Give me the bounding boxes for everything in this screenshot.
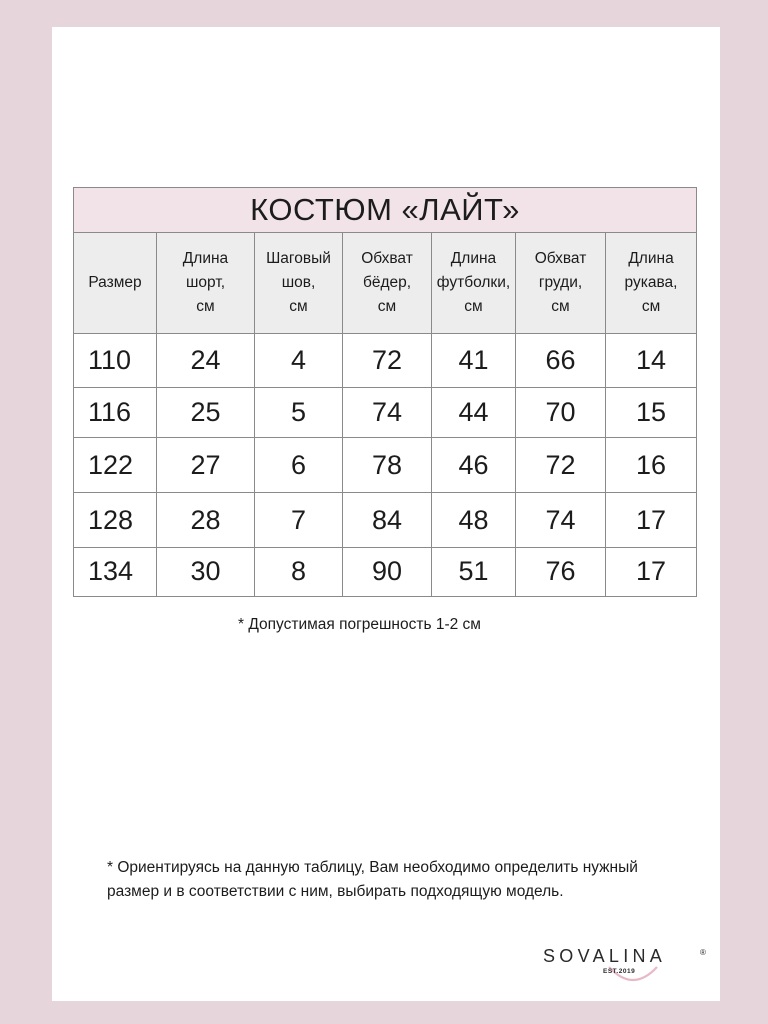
table-title-row (74, 188, 697, 233)
table-cell: 90 (343, 547, 432, 596)
table-cell: 74 (516, 493, 606, 547)
table-header-row (74, 233, 697, 333)
table-cell: 28 (157, 493, 255, 547)
table-cell: 17 (606, 493, 697, 547)
table-row (74, 493, 697, 547)
logo-arc-icon (607, 963, 659, 987)
table-cell: 5 (255, 387, 343, 437)
size-cell: 116 (74, 387, 157, 437)
table-cell: 76 (516, 547, 606, 596)
table-cell: 48 (432, 493, 516, 547)
table-cell: 66 (516, 333, 606, 387)
size-cell: 110 (74, 333, 157, 387)
table-cell: 51 (432, 547, 516, 596)
table-cell: 8 (255, 547, 343, 596)
header-inseam: Шаговый шов, см (255, 233, 343, 333)
table-cell: 7 (255, 493, 343, 547)
table-cell: 70 (516, 387, 606, 437)
table-cell: 41 (432, 333, 516, 387)
table-cell: 17 (606, 547, 697, 596)
header-chest-girth: Обхват груди, см (516, 233, 606, 333)
table-cell: 25 (157, 387, 255, 437)
table-cell: 6 (255, 438, 343, 493)
logo-wordmark: SOVALINA (543, 946, 667, 966)
table-row (74, 547, 697, 596)
header-size: Размер (74, 233, 157, 333)
table-cell: 74 (343, 387, 432, 437)
header-sleeve-length: Длина рукава, см (606, 233, 697, 333)
table-cell: 84 (343, 493, 432, 547)
tolerance-note: * Допустимая погрешность 1-2 см (238, 616, 481, 633)
size-chart-table (73, 187, 697, 597)
table-title: КОСТЮМ «ЛАЙТ» (74, 188, 697, 233)
table-row (74, 438, 697, 493)
table-cell: 15 (606, 387, 697, 437)
table-cell: 14 (606, 333, 697, 387)
size-cell: 122 (74, 438, 157, 493)
table-cell: 27 (157, 438, 255, 493)
size-cell: 128 (74, 493, 157, 547)
table-cell: 46 (432, 438, 516, 493)
brand-logo (543, 946, 713, 996)
table-cell: 44 (432, 387, 516, 437)
table-row (74, 387, 697, 437)
table-cell: 16 (606, 438, 697, 493)
table-row (74, 333, 697, 387)
table-cell: 72 (343, 333, 432, 387)
table-cell: 4 (255, 333, 343, 387)
table-cell: 30 (157, 547, 255, 596)
registered-mark: ® (700, 948, 706, 957)
sizing-instruction-note: * Ориентируясь на данную таблицу, Вам необходимо определить нужный размер и в соответствии с ним, выбирать подходящую модель. (107, 859, 638, 900)
size-cell: 134 (74, 547, 157, 596)
header-shorts-length: Длина шорт, см (157, 233, 255, 333)
header-hip-girth: Обхват бёдер, см (343, 233, 432, 333)
table-cell: 24 (157, 333, 255, 387)
header-tshirt-length: Длина футболки, см (432, 233, 516, 333)
table-cell: 78 (343, 438, 432, 493)
logo-est: EST.2019 (603, 968, 636, 975)
table-cell: 72 (516, 438, 606, 493)
